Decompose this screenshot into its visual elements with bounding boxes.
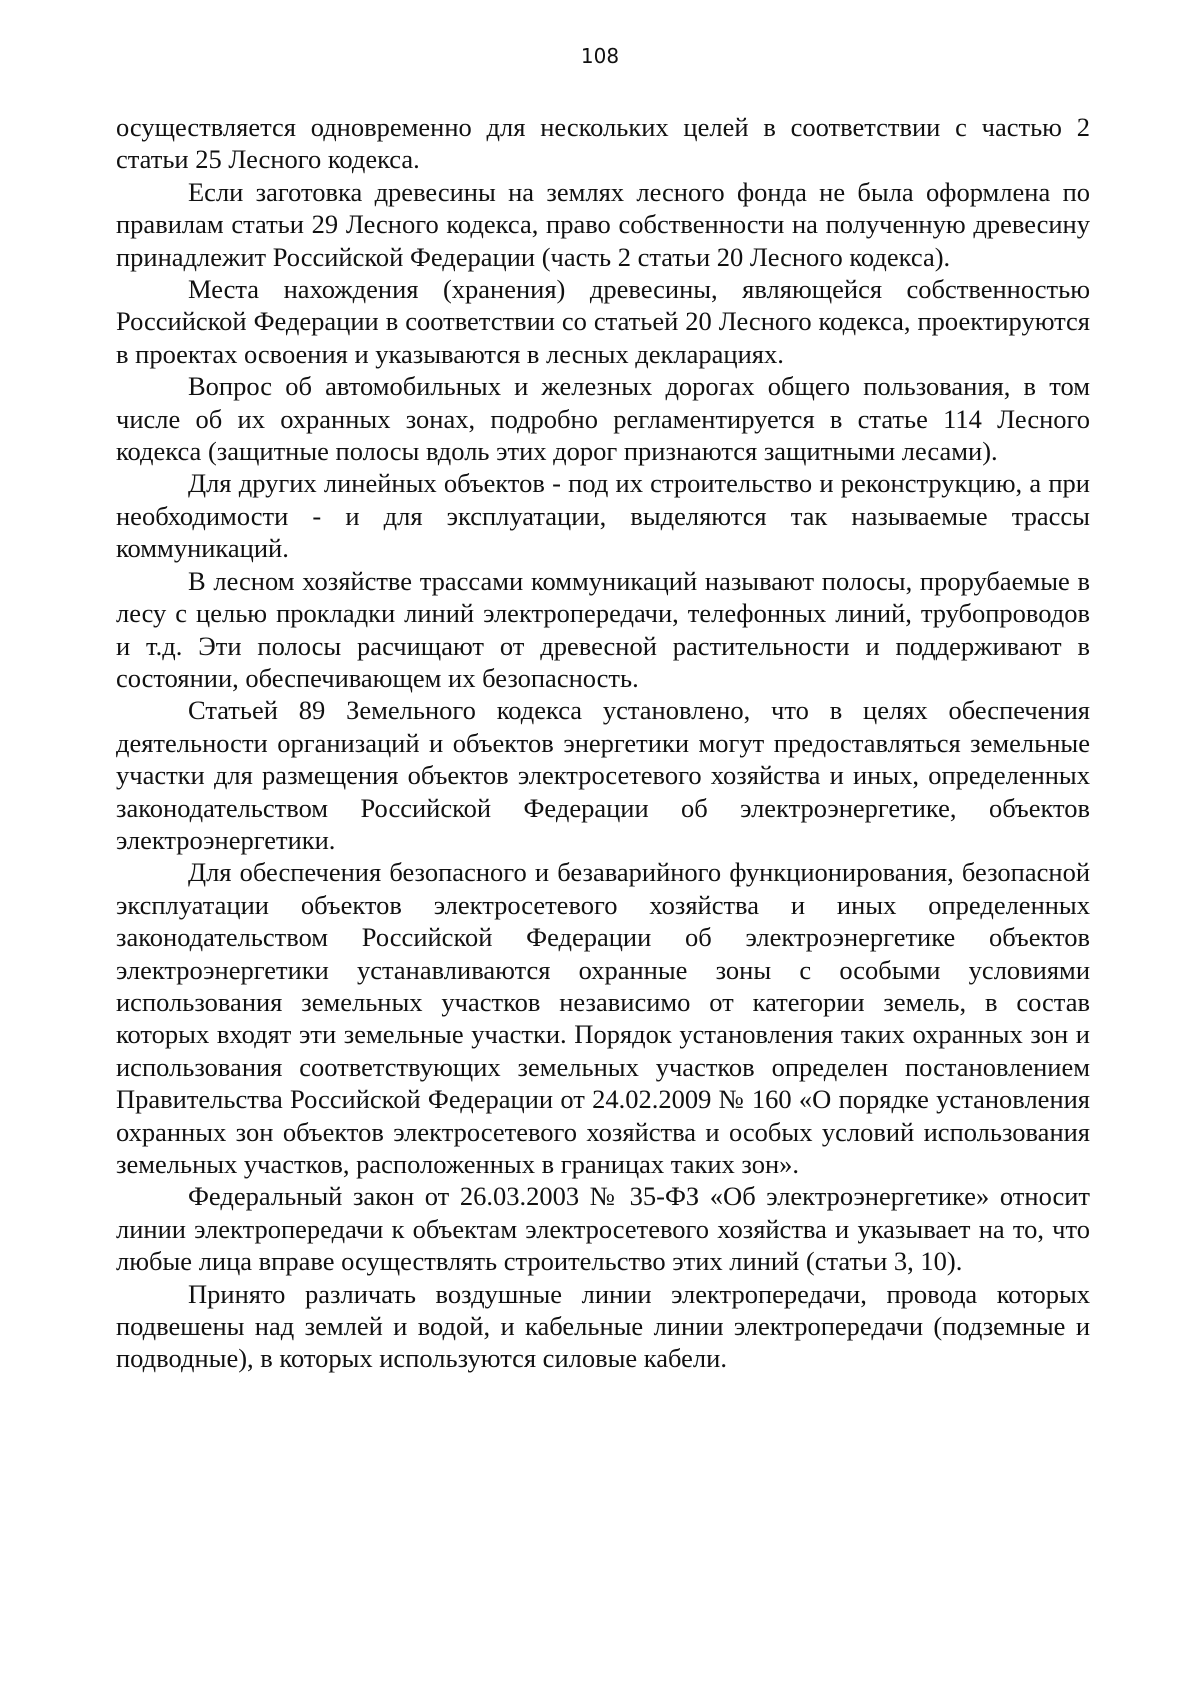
paragraph: Федеральный закон от 26.03.2003 № 35-ФЗ «Об электроэнергетике» относит линии электропередачи к объектам электросетевого хозяйства и указывает на то, что любые лица вправе осуществлять строительство этих линий (статьи 3, 10). bbox=[116, 1181, 1090, 1277]
document-body bbox=[116, 111, 1090, 1375]
paragraph: Принято различать воздушные линии электропередачи, провода которых подвешены над землей и водой, и кабельные линии электропередачи (подземные и подводные), в которых используются силовые кабели. bbox=[116, 1278, 1090, 1374]
paragraph: В лесном хозяйстве трассами коммуникаций называют полосы, прорубаемые в лесу с целью прокладки линий электропередачи, телефонных линий, трубопроводов и т.д. Эти полосы расчищают от древесной растительности и поддерживают в состоянии, обеспечивающем их безопасность. bbox=[116, 565, 1090, 693]
page-number: 108 bbox=[580, 44, 620, 68]
paragraph: Если заготовка древесины на землях лесного фонда не была оформлена по правилам статьи 29 Лесного кодекса, право собственности на полученную древесину принадлежит Российской Федерации (часть 2 статьи 20 Лесного кодекса). bbox=[116, 176, 1090, 272]
paragraph: Статьей 89 Земельного кодекса установлено, что в целях обеспечения деятельности организаций и объектов энергетики могут предоставляться земельные участки для размещения объектов электросетевого хозяйства и иных, определенных законодательством Российской Федерации об электроэнергетике, объектов электроэнергетики. bbox=[116, 695, 1090, 855]
paragraph: осуществляется одновременно для нескольких целей в соответствии с частью 2 статьи 25 Лесного кодекса. bbox=[116, 112, 1090, 175]
paragraph: Для обеспечения безопасного и безаварийного функционирования, безопасной эксплуатации объектов электросетевого хозяйства и иных определенных законодательством Российской Федерации об электроэнергетике объектов электроэнергетики устанавливаются охранные зоны с особыми условиями использования земельных участков независимо от категории земель, в состав которых входят эти земельные участки. Порядок установления таких охранных зон и использования соответствующих земельных участков определен постановлением Правительства Российской Федерации от 24.02.2009 № 160 «О порядке установления охранных зон объектов электросетевого хозяйства и особых условий использования земельных участков, расположенных в границах таких зон». bbox=[116, 857, 1090, 1179]
paragraph: Для других линейных объектов - под их строительство и реконструкцию, а при необходимости - и для эксплуатации, выделяются так называемые трассы коммуникаций. bbox=[116, 468, 1090, 564]
paragraph: Места нахождения (хранения) древесины, являющейся собственностью Российской Федерации в соответствии со статьей 20 Лесного кодекса, проектируются в проектах освоения и указываются в лесных декларациях. bbox=[116, 274, 1090, 369]
paragraph: Вопрос об автомобильных и железных дорогах общего пользования, в том числе об их охранных зонах, подробно регламентируется в статье 114 Лесного кодекса (защитные полосы вдоль этих дорог признаются защитными лесами). bbox=[116, 371, 1090, 467]
